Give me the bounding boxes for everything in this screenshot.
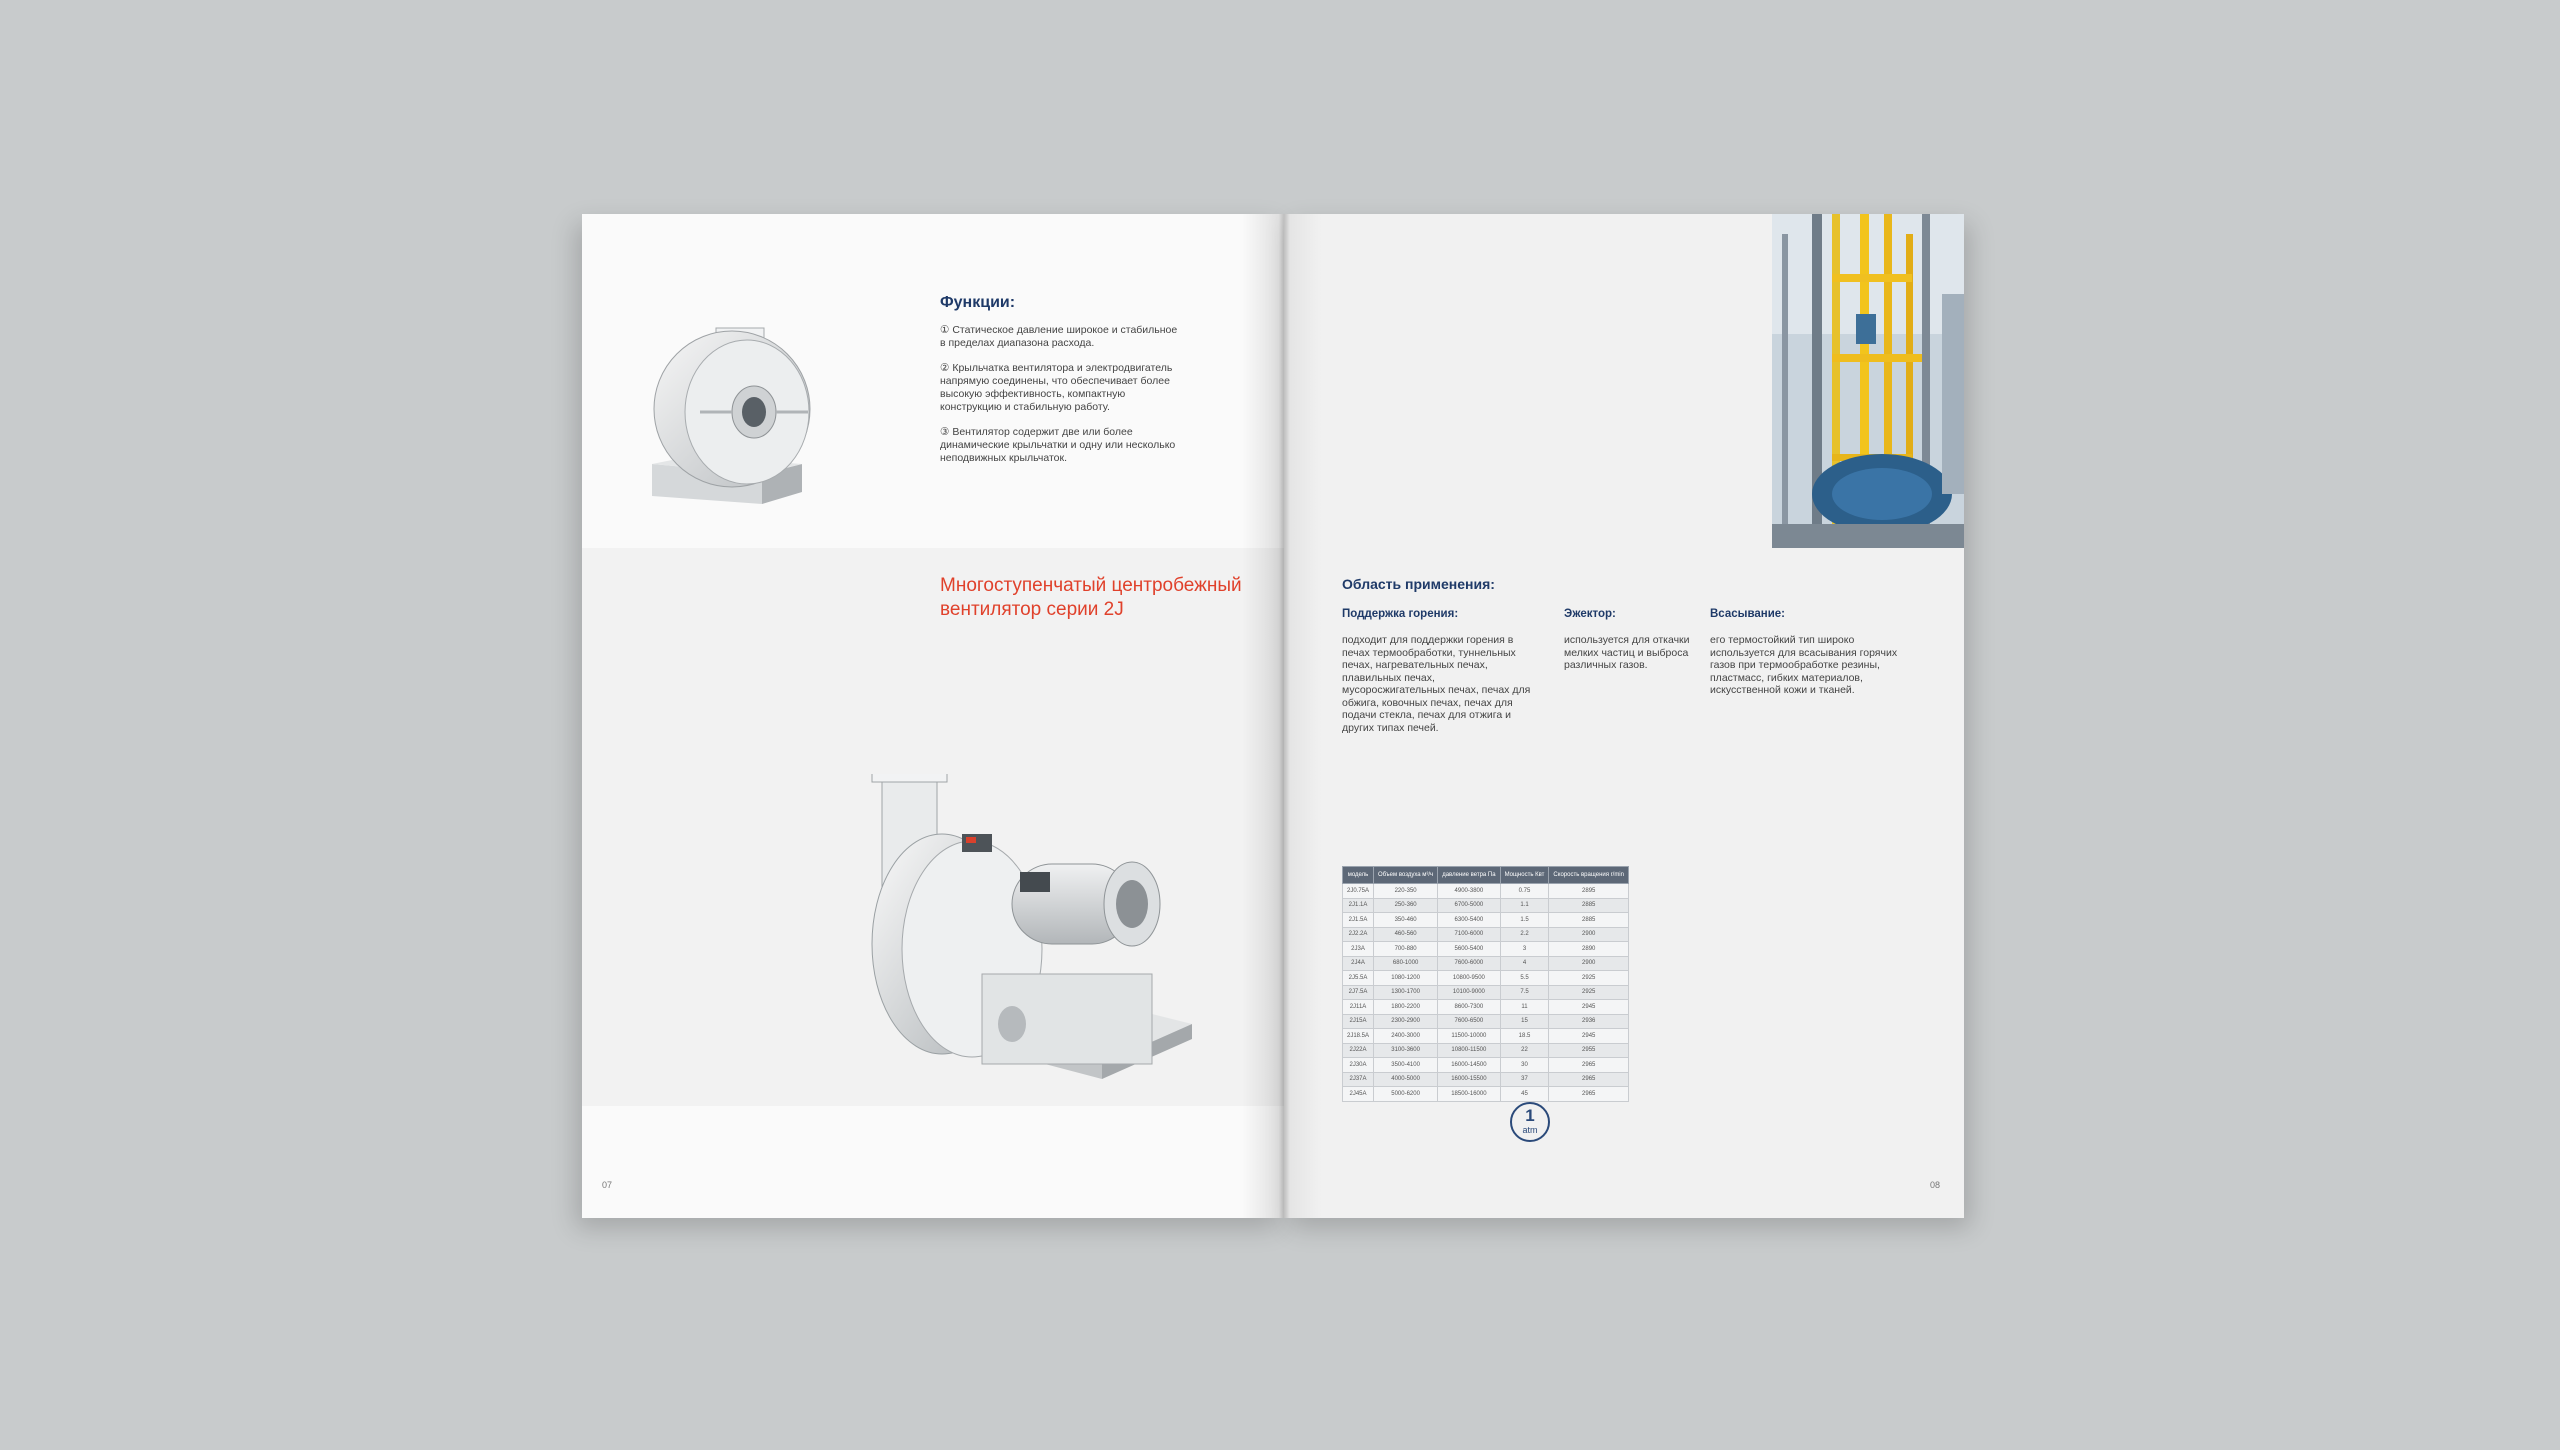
table-cell: 10100-9000 bbox=[1438, 985, 1500, 1000]
table-cell: 2945 bbox=[1549, 1029, 1629, 1044]
table-row bbox=[1343, 1029, 1629, 1044]
table-cell: 2885 bbox=[1549, 898, 1629, 913]
right-page bbox=[1284, 214, 1964, 1218]
table-cell: 2J1.5A bbox=[1343, 913, 1374, 928]
function-item-1: ① Статическое давление широкое и стабильное в пределах диапазона расхода. bbox=[940, 324, 1178, 349]
industrial-pipes-photo bbox=[1772, 214, 1964, 548]
table-cell: 2J30A bbox=[1343, 1058, 1374, 1073]
table-cell: 350-460 bbox=[1374, 913, 1438, 928]
table-row bbox=[1343, 898, 1629, 913]
table-cell: 2J11A bbox=[1343, 1000, 1374, 1015]
bottom-band bbox=[582, 1106, 1284, 1218]
spec-header-row bbox=[1343, 867, 1629, 884]
table-cell: 2895 bbox=[1549, 884, 1629, 899]
table-cell: 5.5 bbox=[1500, 971, 1549, 986]
table-cell: 2J22A bbox=[1343, 1043, 1374, 1058]
table-cell: 2J37A bbox=[1343, 1072, 1374, 1087]
table-cell: 2J7.5A bbox=[1343, 985, 1374, 1000]
table-cell: 1800-2200 bbox=[1374, 1000, 1438, 1015]
table-cell: 22 bbox=[1500, 1043, 1549, 1058]
table-cell: 16000-15500 bbox=[1438, 1072, 1500, 1087]
table-cell: 4900-3800 bbox=[1438, 884, 1500, 899]
table-cell: 2965 bbox=[1549, 1072, 1629, 1087]
function-item-2: ② Крыльчатка вентилятора и электродвигатель напрямую соединены, что обеспечивает более высокую эффективность, компактную конструкцию и стабильную работу. bbox=[940, 362, 1173, 413]
table-cell: 6300-5400 bbox=[1438, 913, 1500, 928]
table-row bbox=[1343, 1087, 1629, 1102]
table-cell: 16000-14500 bbox=[1438, 1058, 1500, 1073]
function-item-3: ③ Вентилятор содержит две или более динамические крыльчатки и одну или несколько неподвижных крыльчаток. bbox=[940, 426, 1176, 464]
combustion-text: подходит для поддержки горения в печах термообработки, туннельных печах, нагревательных печах, плавильных печах, мусоросжигательных печах, печах для обжига, ковочных печах, печах для подачи стекла, печах для отжига и других типах печей. bbox=[1342, 634, 1531, 734]
table-cell: 2.2 bbox=[1500, 927, 1549, 942]
atm-number: 1 bbox=[1525, 1106, 1535, 1125]
table-cell: 220-350 bbox=[1374, 884, 1438, 899]
suction-title: Всасывание: bbox=[1710, 608, 1786, 620]
table-cell: 18.5 bbox=[1500, 1029, 1549, 1044]
table-cell: 460-560 bbox=[1374, 927, 1438, 942]
table-cell: 2J3A bbox=[1343, 942, 1374, 957]
table-cell: 1.1 bbox=[1500, 898, 1549, 913]
table-cell: 2J4A bbox=[1343, 956, 1374, 971]
table-cell: 2885 bbox=[1549, 913, 1629, 928]
atm-unit: atm bbox=[1522, 1125, 1538, 1135]
table-cell: 2J2.2A bbox=[1343, 927, 1374, 942]
table-cell: 6700-5000 bbox=[1438, 898, 1500, 913]
table-cell: 2925 bbox=[1549, 985, 1629, 1000]
table-row bbox=[1343, 1014, 1629, 1029]
table-cell: 2900 bbox=[1549, 927, 1629, 942]
table-cell: 2J0.75A bbox=[1343, 884, 1374, 899]
spec-table bbox=[1342, 866, 1629, 1102]
table-cell: 2936 bbox=[1549, 1014, 1629, 1029]
table-row bbox=[1343, 956, 1629, 971]
col-air-volume: Объем воздуха м³/ч bbox=[1374, 867, 1438, 884]
table-cell: 2J5.5A bbox=[1343, 971, 1374, 986]
table-cell: 8600-7300 bbox=[1438, 1000, 1500, 1015]
table-cell: 680-1000 bbox=[1374, 956, 1438, 971]
application-title: Область применения: bbox=[1342, 576, 1495, 592]
table-cell: 2965 bbox=[1549, 1058, 1629, 1073]
table-cell: 11 bbox=[1500, 1000, 1549, 1015]
col-model: модель bbox=[1343, 867, 1374, 884]
table-row bbox=[1343, 927, 1629, 942]
table-cell: 5000-6200 bbox=[1374, 1087, 1438, 1102]
table-cell: 30 bbox=[1500, 1058, 1549, 1073]
centrifugal-fan-large-image bbox=[862, 774, 1202, 1094]
table-row bbox=[1343, 985, 1629, 1000]
table-row bbox=[1343, 971, 1629, 986]
functions-title: Функции: bbox=[940, 294, 1016, 311]
left-page bbox=[582, 214, 1284, 1218]
table-cell: 3100-3600 bbox=[1374, 1043, 1438, 1058]
table-cell: 4 bbox=[1500, 956, 1549, 971]
functions-list bbox=[940, 324, 1180, 477]
table-cell: 2400-3000 bbox=[1374, 1029, 1438, 1044]
table-cell: 2J15A bbox=[1343, 1014, 1374, 1029]
table-cell: 1300-1700 bbox=[1374, 985, 1438, 1000]
table-row bbox=[1343, 1058, 1629, 1073]
table-cell: 1080-1200 bbox=[1374, 971, 1438, 986]
product-title: Многоступенчатый центробежный вентилятор серии 2J bbox=[940, 575, 1242, 620]
atm-badge bbox=[1510, 1102, 1550, 1142]
table-cell: 37 bbox=[1500, 1072, 1549, 1087]
page-number-right: 08 bbox=[1930, 1180, 1941, 1190]
table-row bbox=[1343, 884, 1629, 899]
table-cell: 2J1.1A bbox=[1343, 898, 1374, 913]
table-cell: 2965 bbox=[1549, 1087, 1629, 1102]
table-cell: 2900 bbox=[1549, 956, 1629, 971]
table-row bbox=[1343, 1072, 1629, 1087]
table-row bbox=[1343, 913, 1629, 928]
table-cell: 2955 bbox=[1549, 1043, 1629, 1058]
table-cell: 7.5 bbox=[1500, 985, 1549, 1000]
brochure-spread bbox=[582, 214, 1964, 1218]
table-cell: 250-360 bbox=[1374, 898, 1438, 913]
table-cell: 700-880 bbox=[1374, 942, 1438, 957]
table-cell: 7100-6000 bbox=[1438, 927, 1500, 942]
table-cell: 18500-16000 bbox=[1438, 1087, 1500, 1102]
table-cell: 45 bbox=[1500, 1087, 1549, 1102]
table-cell: 1.5 bbox=[1500, 913, 1549, 928]
suction-text: его термостойкий тип широко используется для всасывания горячих газов при термообработке резины, пластмасс, гибких материалов, искусственной кожи и тканей. bbox=[1710, 634, 1898, 696]
table-cell: 3500-4100 bbox=[1374, 1058, 1438, 1073]
table-cell: 2J45A bbox=[1343, 1087, 1374, 1102]
col-power: Мощность Квт bbox=[1500, 867, 1549, 884]
combustion-title: Поддержка горения: bbox=[1342, 608, 1459, 620]
table-cell: 15 bbox=[1500, 1014, 1549, 1029]
col-speed: Скорость вращения r/min bbox=[1549, 867, 1629, 884]
table-cell: 2J18.5A bbox=[1343, 1029, 1374, 1044]
centrifugal-fan-small-image bbox=[642, 314, 862, 514]
table-cell: 2890 bbox=[1549, 942, 1629, 957]
table-row bbox=[1343, 1000, 1629, 1015]
table-cell: 4000-5000 bbox=[1374, 1072, 1438, 1087]
table-cell: 0.75 bbox=[1500, 884, 1549, 899]
table-cell: 11500-10000 bbox=[1438, 1029, 1500, 1044]
col-pressure: давление ветра Па bbox=[1438, 867, 1500, 884]
table-row bbox=[1343, 1043, 1629, 1058]
table-cell: 7600-6000 bbox=[1438, 956, 1500, 971]
page-number-left: 07 bbox=[602, 1180, 613, 1190]
table-row bbox=[1343, 942, 1629, 957]
table-cell: 2945 bbox=[1549, 1000, 1629, 1015]
ejector-text: используется для откачки мелких частиц и выброса различных газов. bbox=[1564, 634, 1690, 671]
table-cell: 10800-11500 bbox=[1438, 1043, 1500, 1058]
ejector-title: Эжектор: bbox=[1564, 608, 1616, 620]
table-cell: 7600-6500 bbox=[1438, 1014, 1500, 1029]
table-cell: 10800-9500 bbox=[1438, 971, 1500, 986]
table-cell: 5600-5400 bbox=[1438, 942, 1500, 957]
table-cell: 2925 bbox=[1549, 971, 1629, 986]
table-cell: 3 bbox=[1500, 942, 1549, 957]
table-cell: 2300-2900 bbox=[1374, 1014, 1438, 1029]
